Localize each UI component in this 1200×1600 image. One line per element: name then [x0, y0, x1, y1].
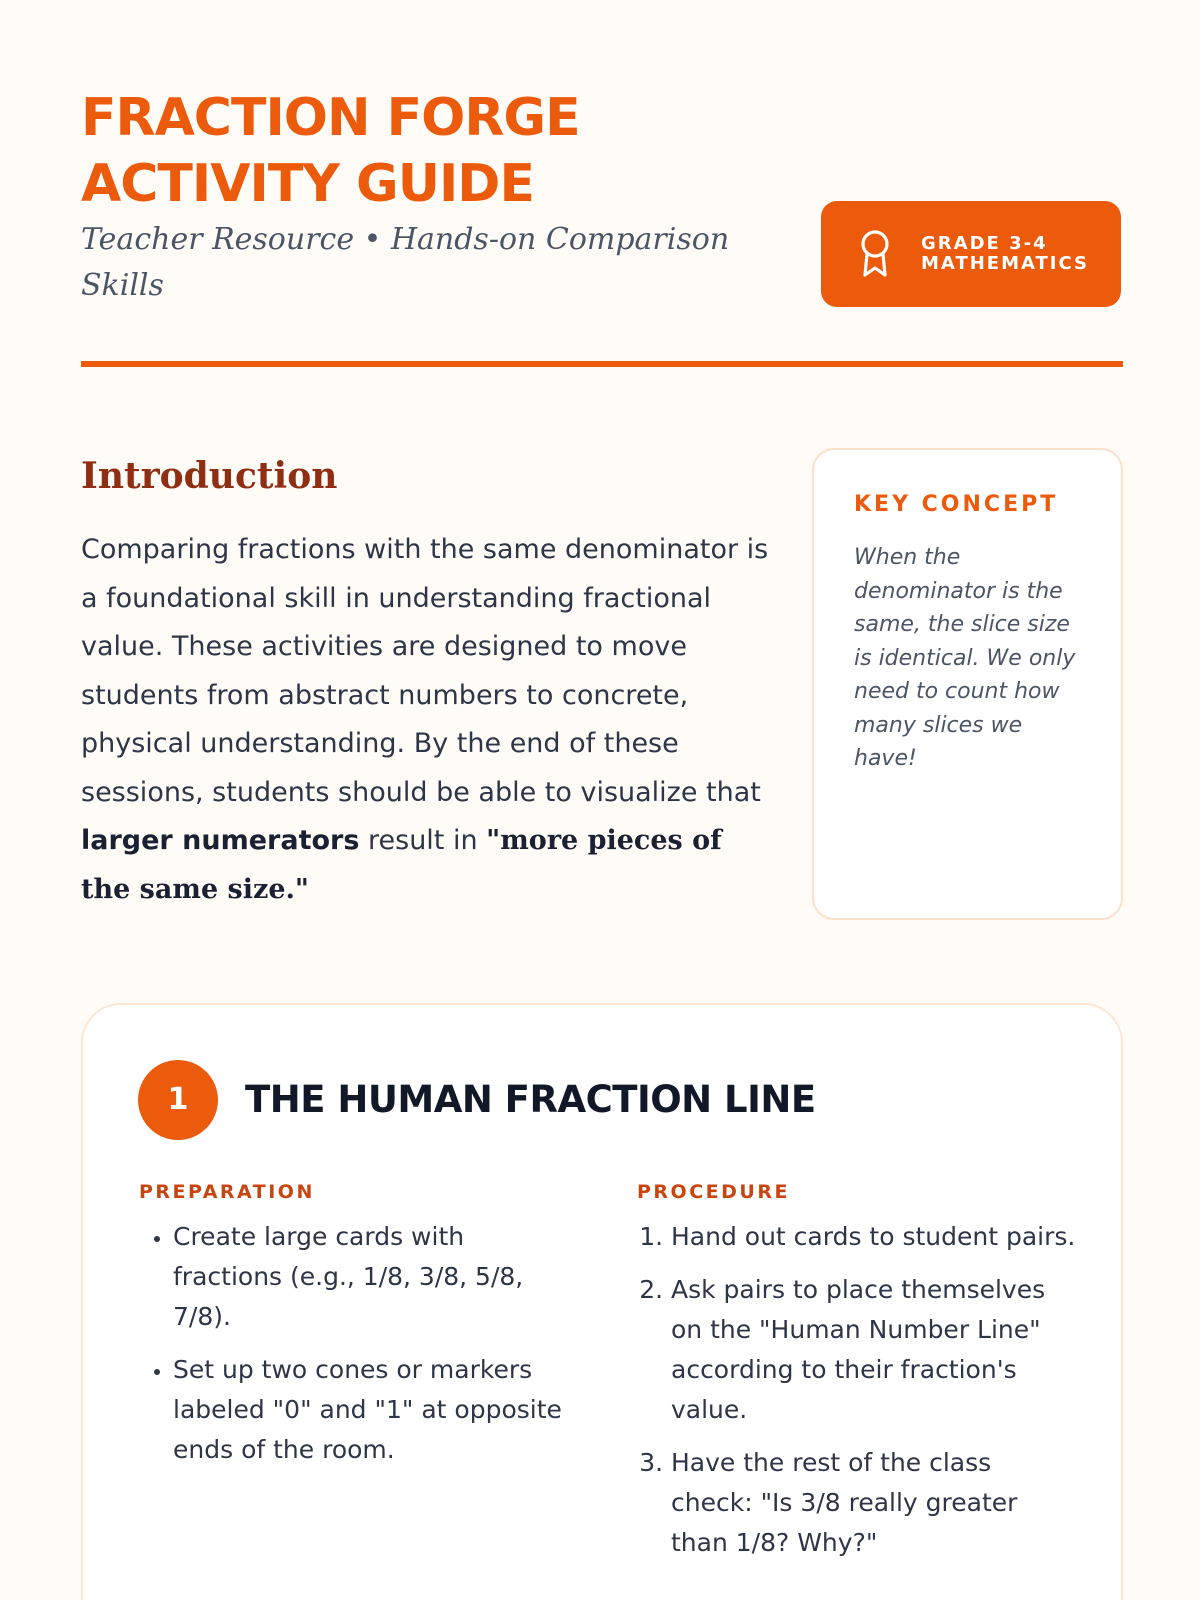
activity-title: THE HUMAN FRACTION LINE — [245, 1078, 816, 1121]
introduction-quote: "more pieces of the same size." — [81, 825, 722, 905]
introduction-text-2: result in — [359, 825, 487, 856]
key-concept-title: KEY CONCEPT — [854, 492, 1059, 517]
page-header — [81, 85, 1121, 303]
grade-badge-line-1: GRADE 3-4 — [921, 233, 1048, 254]
page-title — [81, 85, 1121, 217]
preparation-column — [139, 1181, 579, 1483]
procedure-column — [637, 1181, 1077, 1576]
introduction-section — [81, 450, 771, 914]
list-item: 1. Hand out cards to student pairs. — [671, 1217, 1077, 1257]
preparation-title: PREPARATION — [139, 1181, 315, 1203]
title-line-2: ACTIVITY GUIDE — [81, 154, 534, 214]
key-concept-card — [812, 448, 1123, 920]
list-item: • Set up two cones or markers labeled "0" and "1" at opposite ends of the room. — [173, 1350, 579, 1470]
preparation-list — [139, 1217, 579, 1470]
award-ribbon-icon — [857, 229, 893, 279]
grade-badge-line-2: MATHEMATICS — [921, 253, 1090, 274]
introduction-heading: Introduction — [81, 455, 338, 497]
list-item: • Create large cards with fractions (e.g., 1/8, 3/8, 5/8, 7/8). — [173, 1217, 579, 1337]
procedure-title: PROCEDURE — [637, 1181, 790, 1203]
grade-badge — [821, 201, 1121, 307]
key-concept-body: When the denominator is the same, the slice size is identical. We only need to count how many slices we have! — [854, 545, 1076, 771]
title-line-1: FRACTION FORGE — [81, 88, 580, 148]
list-item: 3. Have the rest of the class check: "Is 3/8 really greater than 1/8? Why?" — [671, 1443, 1077, 1563]
procedure-list — [637, 1217, 1077, 1563]
header-divider — [81, 361, 1123, 367]
introduction-text-1: Comparing fractions with the same denominator is a foundational skill in understanding fractional value. These activities are designed to move students from abstract numbers to concrete, physical understanding. By the end of these sessions, students should be able to visualize that — [81, 534, 769, 808]
activity-card-1 — [81, 1003, 1123, 1600]
list-item: 2. Ask pairs to place themselves on the "Human Number Line" according to their fraction's value. — [671, 1270, 1077, 1430]
introduction-body — [81, 526, 771, 914]
page-subtitle: Teacher Resource • Hands-on Comparison Skills — [81, 222, 730, 303]
grade-badge-label — [921, 234, 1089, 274]
activity-number-badge: 1 — [138, 1060, 218, 1140]
introduction-emphasis: larger numerators — [81, 825, 360, 856]
